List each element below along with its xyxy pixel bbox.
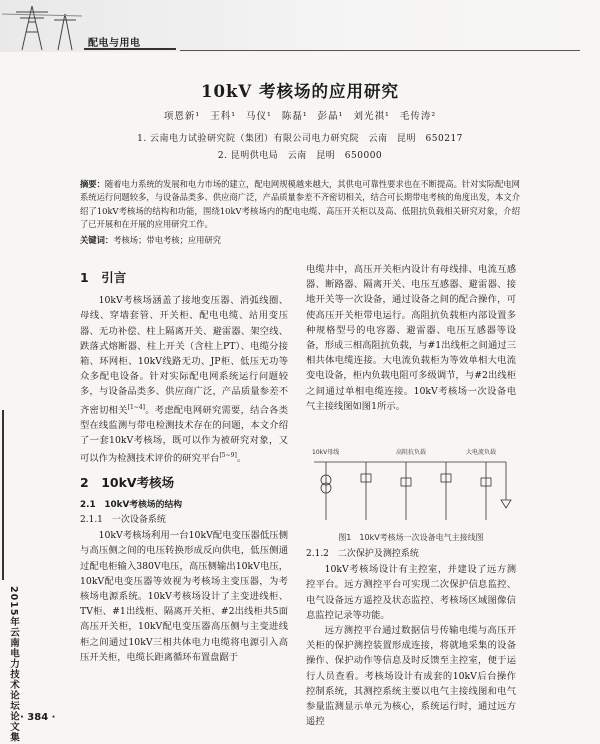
page-number: · 384 ·	[20, 712, 56, 723]
section-2-1-2-paragraph-1: 10kV考核场设计有主控室，并建设了远方测控平台。远方测控平台可实现二次保护信息监控、电气设备远方遥控及状态监控、考核场区域图像信息监控记录等功能。	[306, 564, 516, 621]
keywords	[80, 234, 520, 246]
paper-title: 10kV 考核场的应用研究	[201, 82, 399, 101]
power-tower-icon	[2, 0, 82, 52]
diagram-label-right: 大电流负载	[466, 449, 497, 456]
keywords-label: 关键词：	[80, 235, 114, 245]
right-column-lower	[306, 547, 516, 729]
subsection-2-1-2-heading: 2.1.2 二次保护及测控系统	[306, 549, 419, 559]
section-2-1-2-paragraph-2: 远方测控平台通过数据信号传输电缆与高压开关柜的保护测控装置形成连接，将就地采集的设备操作、保护动作等信息及时反馈至主控室，便于运行人员查看。考核场设计有成套的10kV后台操作控制系统，其测控系统主要以电气主接线图和电气参量监测显示单元为核心，系统运行时，通过远方遥控	[306, 625, 516, 728]
diagram-label-mid: 高阻抗负载	[396, 449, 427, 456]
subsection-2-1-1-heading: 2.1.1 一次设备系统	[80, 515, 166, 526]
right-column	[306, 262, 516, 414]
left-column	[80, 262, 288, 665]
side-label: 2015年云南电力技术论坛论文集	[8, 586, 19, 743]
section-2-1-1-paragraph: 10kV考核场利用一台10kV配电变压器低压侧与高压侧之间的电压转换形成反向供电，低压侧通过配电柜输入380V电压，高压侧输出10kV电压，10kV配电变压器等效视为考核场主变压器，为考核场电源系统。10kV考核场设计了主变进线柜、TV柜、#1出线柜、隔离开关柜、#2出线柜共5面高压开关柜，10kV配电变压器高压侧与主变进线柜之间通过10kV三相共体电力电缆将电源引入高压开关柜，电缆长距离循环布置盘踞于	[80, 530, 288, 663]
affiliation-2: 2. 昆明供电局 云南 昆明 650000	[217, 151, 383, 161]
authors: 项恩新¹ 王科¹ 马仪¹ 陈磊¹ 彭晶¹ 刘光祺¹ 毛传涛²	[163, 111, 437, 122]
section-2-heading: 2 10kV考核场	[80, 474, 175, 490]
abstract	[80, 178, 520, 232]
subsection-2-1-heading: 2.1 10kV考核场的结构	[80, 499, 183, 510]
citation: [5~9]	[219, 452, 237, 460]
side-divider	[2, 410, 4, 580]
header-rule-thick	[84, 48, 176, 50]
figure-caption: 图1 10kV考核场一次设备电气主接线图	[338, 533, 484, 542]
header-rule	[180, 50, 580, 51]
abstract-text: 随着电力系统的发展和电力市场的建立，配电网规模越来越大，其供电可靠性要求也在不断提高。针对实际配电网系统运行问题较多，与设备品类多、供应商广泛，产品质量参差不齐密切相关，结合可长期带电考核的角度出发，本文介绍了10kV考核场的结构和功能，围绕10kV考核场内的配电电缆、高压开关柜以及高、低阻抗负载相关研究对象，介绍了已开展和在开展的应用研究工作。	[80, 179, 520, 230]
section-1-paragraph: 10kV考核场涵盖了接地变压器、消弧线圈、母线、穿墙套管、开关柜、配电电缆、站用变压器、无功补偿、柱上隔离开关、避雷器、架空线、跌落式熔断器、柱上开关（含柱上PT）、电缆分接箱、环网柜、10kV线路无功、JP柜、低压无功等众多配电设备。针对实际配电网系统运行问题较多，与设备品类多、供应商广泛，产品质量参差不齐密切相关[1~4]。考虑配电网研究需要，结合各类型在线监测与带电检测技术存在的问题，本文介绍了一套10kV考核场，既可以作为被研究对象，又可以作为检测技术评价的研究平台[5~9]。	[80, 295, 288, 465]
affiliation-1: 1. 云南电力试验研究院（集团）有限公司电力研究院 云南 昆明 650217	[137, 134, 463, 144]
right-paragraph-1: 电缆井中，高压开关柜内设计有母线排、电流互感器、断路器、隔离开关、电压互感器、避雷器、接地开关等一次设备，通过设备之间的配合操作，可使高压开关柜带电运行。高阻抗负载柜内部设置多种规格型号的电容器、避雷器、电压互感器等设备，形成三相高阻抗负载，与#1出线柜之间通过三相共体电缆连接。大电流负载柜为等效单相大电流变电设备，柜内负载电阻可多级调节，与#2出线柜之间通过单相电缆连接。10kV考核场一次设备电气主接线图如图1所示。	[306, 264, 516, 412]
abstract-label: 摘要：	[80, 179, 105, 189]
citation: [1~4]	[127, 403, 146, 411]
section-1-heading: 1 引言	[80, 270, 127, 285]
section-tag: 配电与用电	[88, 38, 141, 49]
keywords-text: 考核场；带电考核；应用研究	[113, 235, 222, 245]
diagram-label-left: 10kV母线	[312, 449, 340, 456]
circuit-diagram	[306, 440, 516, 528]
